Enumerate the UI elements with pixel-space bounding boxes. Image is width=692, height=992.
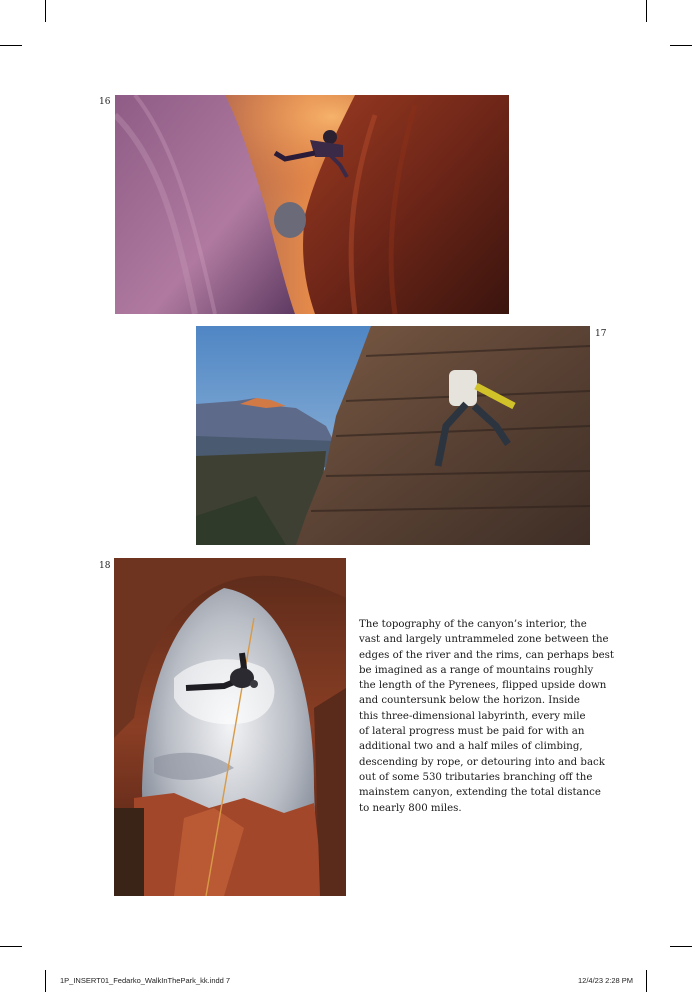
slug-file-name: 1P_INSERT01_Fedarko_WalkInThePark_kk.indd 7 — [60, 976, 231, 985]
crop-mark-top-right — [646, 0, 647, 22]
photo-rappel-arch-image — [114, 558, 346, 896]
photo-slot-canyon — [115, 95, 509, 314]
crop-mark-right-bottom — [670, 946, 692, 947]
body-line: vast and largely untrammeled zone between the — [359, 634, 609, 646]
body-line: be imagined as a range of mountains roughly — [359, 664, 594, 676]
crop-mark-bottom-left — [45, 970, 46, 992]
body-line: mainstem canyon, extending the total distance — [359, 787, 601, 799]
photo-rock-climb — [196, 326, 590, 545]
crop-mark-bottom-right — [646, 970, 647, 992]
crop-mark-right-top — [670, 45, 692, 46]
plate-number-18: 18 — [99, 561, 111, 571]
photo-rock-climb-image — [196, 326, 590, 545]
crop-mark-top-left — [45, 0, 46, 22]
body-line: to nearly 800 miles. — [359, 802, 462, 814]
body-line: The topography of the canyon’s interior, the — [359, 619, 587, 630]
body-paragraph — [359, 617, 614, 816]
body-line: this three-dimensional labyrinth, every mile — [359, 710, 586, 722]
photo-slot-canyon-image — [115, 95, 509, 314]
body-line: additional two and a half miles of climbing, — [359, 741, 583, 753]
body-line: and countersunk below the horizon. Inside — [359, 695, 580, 707]
slug-date: 12/4/23 2:28 PM — [578, 976, 634, 985]
body-line: edges of the river and the rims, can perhaps best — [359, 649, 614, 661]
body-line: out of some 530 tributaries branching off the — [359, 771, 593, 783]
body-line: the length of the Pyrenees, flipped upside down — [359, 680, 607, 692]
body-line: of lateral progress must be paid for with an — [359, 726, 585, 738]
crop-mark-left-top — [0, 45, 22, 46]
plate-number-16: 16 — [99, 97, 111, 107]
photo-rappel-arch — [114, 558, 346, 896]
crop-mark-left-bottom — [0, 946, 22, 947]
body-line: descending by rope, or detouring into and back — [359, 756, 605, 768]
plate-number-17: 17 — [595, 329, 607, 339]
